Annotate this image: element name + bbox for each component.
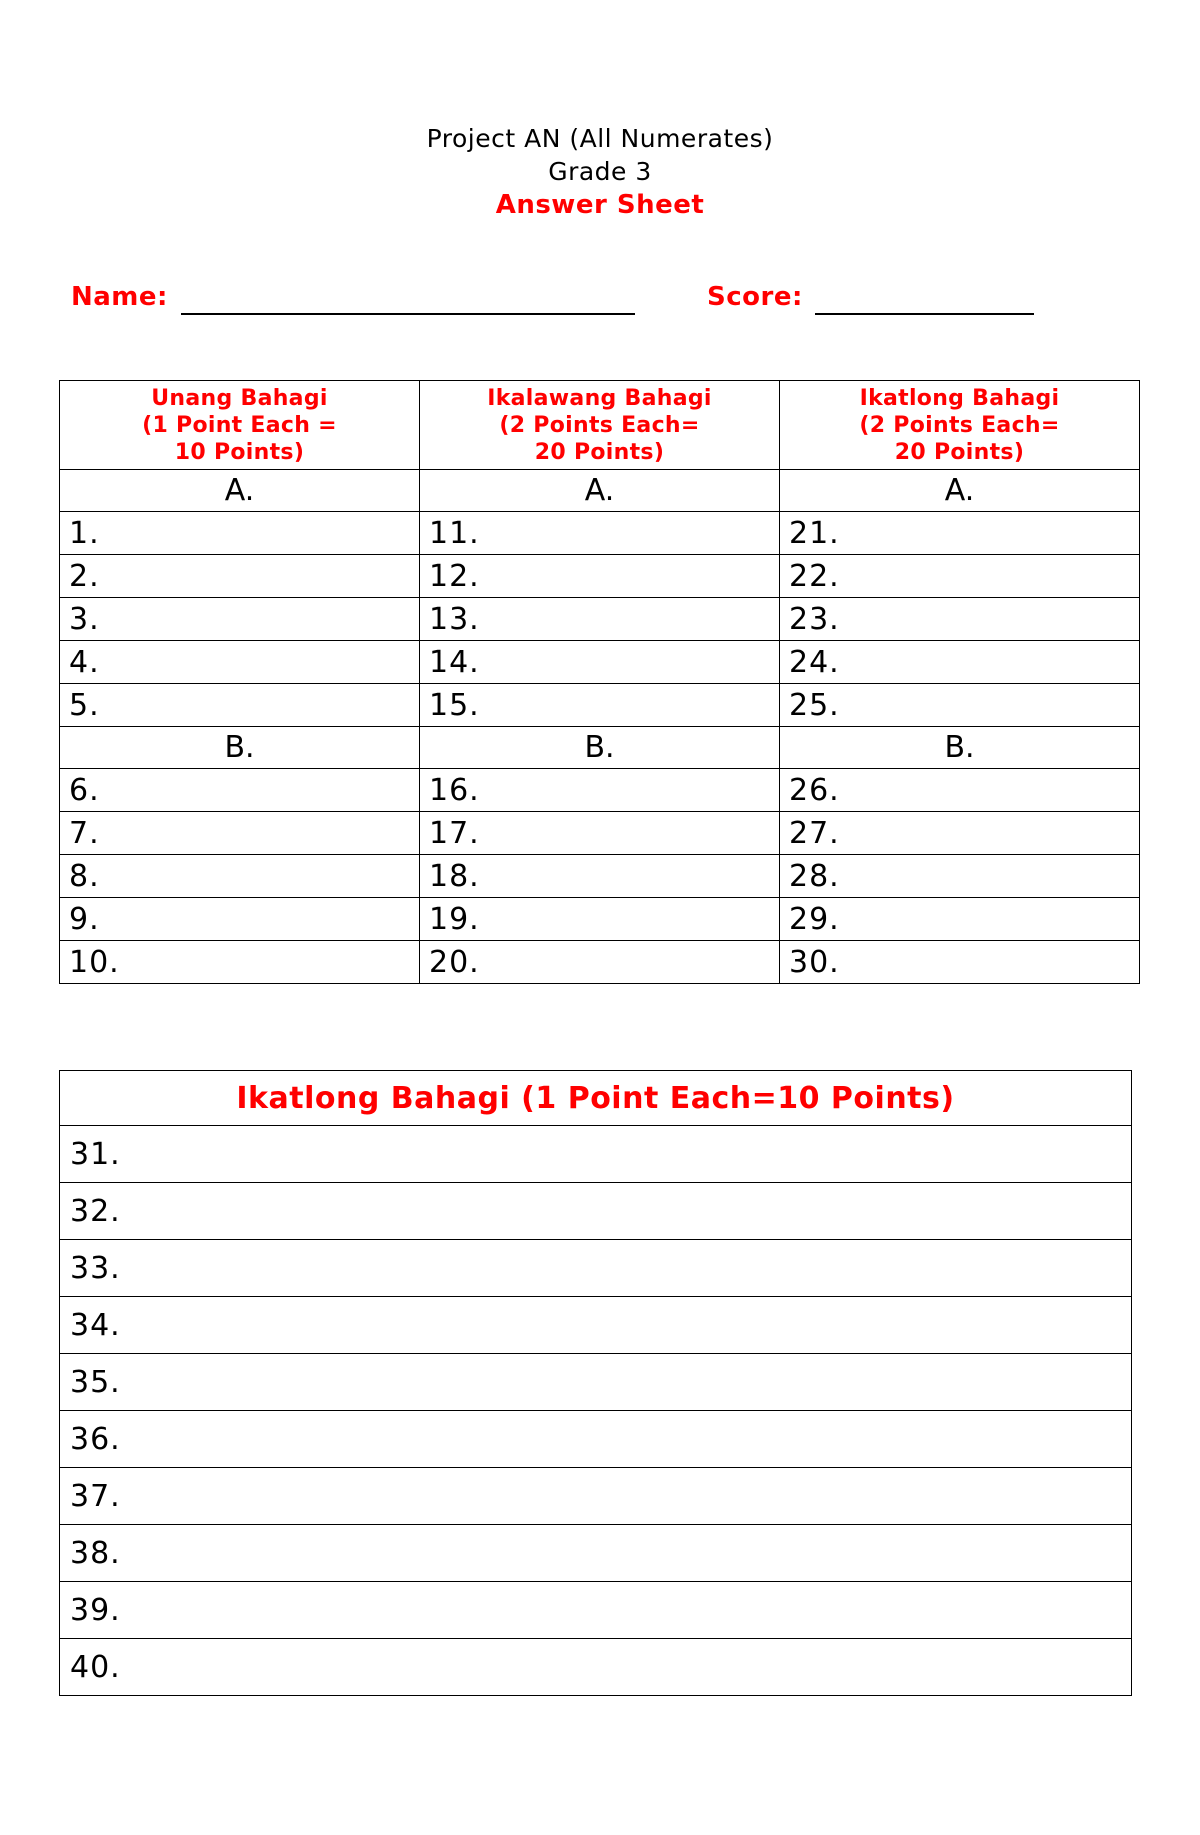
name-label: Name:: [71, 282, 168, 312]
answer-cell[interactable]: 16.: [420, 769, 780, 812]
section-label: A.: [60, 470, 420, 512]
part3-header-row: [60, 1071, 1132, 1126]
answer-cell[interactable]: 33.: [60, 1240, 1132, 1297]
answer-cell[interactable]: 8.: [60, 855, 420, 898]
column-title: Unang Bahagi: [151, 385, 328, 411]
answer-cell[interactable]: 24.: [780, 641, 1140, 684]
table-row: [60, 1639, 1132, 1696]
answer-cell[interactable]: 29.: [780, 898, 1140, 941]
answer-cell[interactable]: 22.: [780, 555, 1140, 598]
answer-cell[interactable]: 36.: [60, 1411, 1132, 1468]
answer-cell[interactable]: 19.: [420, 898, 780, 941]
column-points: 10 Points): [174, 439, 305, 465]
grade-label: Grade 3: [548, 157, 652, 186]
section-label: B.: [420, 727, 780, 769]
document-header: [0, 122, 1200, 222]
answer-cell[interactable]: 21.: [780, 512, 1140, 555]
answer-cell[interactable]: 35.: [60, 1354, 1132, 1411]
answer-cell[interactable]: 3.: [60, 598, 420, 641]
answer-cell[interactable]: 18.: [420, 855, 780, 898]
column-points: 20 Points): [534, 439, 665, 465]
answer-cell[interactable]: 20.: [420, 941, 780, 984]
answer-cell[interactable]: 26.: [780, 769, 1140, 812]
answer-cell[interactable]: 30.: [780, 941, 1140, 984]
name-field-line[interactable]: [181, 313, 635, 315]
answer-cell[interactable]: 14.: [420, 641, 780, 684]
answer-cell[interactable]: 10.: [60, 941, 420, 984]
answer-cell[interactable]: 7.: [60, 812, 420, 855]
answer-cell[interactable]: 31.: [60, 1126, 1132, 1183]
section-label: A.: [420, 470, 780, 512]
column-header-ikalawang-bahagi: [420, 381, 780, 470]
table-row: [60, 1126, 1132, 1183]
answer-cell[interactable]: 34.: [60, 1297, 1132, 1354]
answer-cell[interactable]: 40.: [60, 1639, 1132, 1696]
table-row: [60, 941, 1140, 984]
part3-answers-table: [59, 1070, 1132, 1696]
score-field-line[interactable]: [815, 313, 1034, 315]
answer-cell[interactable]: 39.: [60, 1582, 1132, 1639]
section-label: B.: [60, 727, 420, 769]
student-info-row: [71, 282, 1071, 322]
part3-title: Ikatlong Bahagi (1 Point Each=10 Points): [60, 1071, 1132, 1126]
table-row: [60, 555, 1140, 598]
table-row: [60, 812, 1140, 855]
table-row: [60, 1468, 1132, 1525]
section-label: B.: [780, 727, 1140, 769]
answer-cell[interactable]: 6.: [60, 769, 420, 812]
table-row: [60, 598, 1140, 641]
table-row: [60, 684, 1140, 727]
table-row: [60, 1183, 1132, 1240]
project-title: Project AN (All Numerates): [426, 124, 774, 153]
column-points: (2 Points Each=: [859, 412, 1060, 438]
score-label: Score:: [707, 282, 803, 312]
answer-cell[interactable]: 27.: [780, 812, 1140, 855]
column-title: Ikatlong Bahagi: [859, 385, 1060, 411]
column-header-unang-bahagi: [60, 381, 420, 470]
answer-cell[interactable]: 25.: [780, 684, 1140, 727]
column-header-ikatlong-bahagi: [780, 381, 1140, 470]
answers-table-header-row: [60, 381, 1140, 470]
answer-cell[interactable]: 38.: [60, 1525, 1132, 1582]
table-row: [60, 855, 1140, 898]
table-row: [60, 1297, 1132, 1354]
answer-cell[interactable]: 15.: [420, 684, 780, 727]
table-row: [60, 641, 1140, 684]
answer-cell[interactable]: 37.: [60, 1468, 1132, 1525]
table-row: [60, 512, 1140, 555]
column-title: Ikalawang Bahagi: [487, 385, 712, 411]
table-row: [60, 898, 1140, 941]
answer-cell[interactable]: 17.: [420, 812, 780, 855]
answers-table: [59, 380, 1140, 984]
table-row: [60, 1525, 1132, 1582]
answer-cell[interactable]: 13.: [420, 598, 780, 641]
table-row: [60, 1411, 1132, 1468]
answer-cell[interactable]: 11.: [420, 512, 780, 555]
section-label: A.: [780, 470, 1140, 512]
table-row: [60, 769, 1140, 812]
column-points: (2 Points Each=: [499, 412, 700, 438]
answer-cell[interactable]: 23.: [780, 598, 1140, 641]
answer-cell[interactable]: 32.: [60, 1183, 1132, 1240]
answer-cell[interactable]: 9.: [60, 898, 420, 941]
answer-cell[interactable]: 5.: [60, 684, 420, 727]
answer-cell[interactable]: 1.: [60, 512, 420, 555]
table-row: [60, 1354, 1132, 1411]
answer-cell[interactable]: 4.: [60, 641, 420, 684]
sheet-title: Answer Sheet: [495, 190, 705, 220]
table-row: [60, 1240, 1132, 1297]
column-points: 20 Points): [894, 439, 1025, 465]
table-row: [60, 1582, 1132, 1639]
section-row-b: [60, 727, 1140, 769]
column-points: (1 Point Each =: [142, 412, 337, 438]
answer-cell[interactable]: 2.: [60, 555, 420, 598]
answer-cell[interactable]: 28.: [780, 855, 1140, 898]
section-row-a: [60, 470, 1140, 512]
answer-cell[interactable]: 12.: [420, 555, 780, 598]
